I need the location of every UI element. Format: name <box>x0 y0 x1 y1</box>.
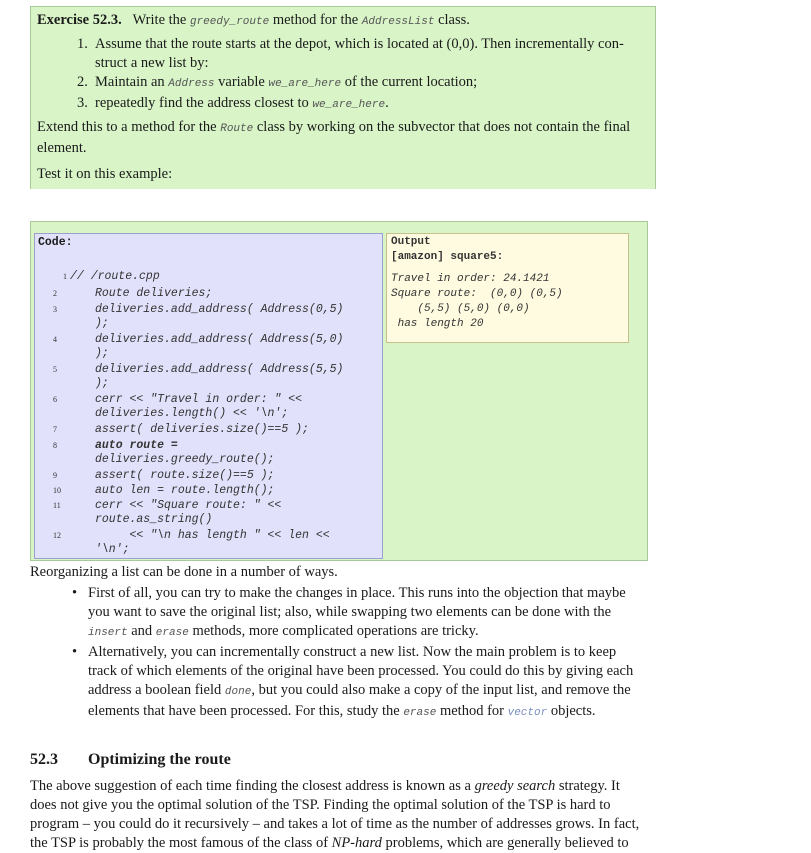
code-text: deliveries.add_address( Address(5,0) <box>95 333 344 346</box>
output-line: Square route: (0,0) (0,5) <box>391 288 563 300</box>
code-text: deliveries.add_address( Address(5,5) <box>95 363 344 376</box>
exercise-steps <box>31 35 651 115</box>
bullet-text: objects. <box>547 703 596 719</box>
output-pane <box>386 233 629 343</box>
line-number: 10 <box>53 486 61 495</box>
bullet-dot: • <box>72 644 78 660</box>
step-text: Assume that the route starts at the depot, which is located at (0,0). Then incrementally con- <box>95 36 624 52</box>
paragraph-text: strategy. It <box>555 778 620 794</box>
code-text: auto len = route.length(); <box>95 484 275 497</box>
output-line: Travel in order: 24.1421 <box>391 273 550 285</box>
code-text: auto route = <box>95 439 178 452</box>
code-output-box <box>30 221 648 561</box>
line-number: 9 <box>53 471 57 480</box>
inline-code: erase <box>155 627 189 639</box>
step-text: struct a new list by: <box>95 55 209 71</box>
line-number: 6 <box>53 395 57 404</box>
inline-code: Address <box>168 78 215 90</box>
exercise-step <box>31 35 651 73</box>
exercise-test-text: Test it on this example: <box>37 166 173 182</box>
code-text: deliveries.add_address( Address(0,5) <box>95 303 344 316</box>
step-text: . <box>385 95 389 111</box>
bullet-text: elements that have been processed. For this, study the <box>88 703 404 719</box>
paragraph-text: problems, which are generally believed to <box>381 835 629 851</box>
inline-code: insert <box>88 627 128 639</box>
code-text: cerr << "Travel in order: " << <box>95 393 303 406</box>
section-title: Optimizing the route <box>88 751 231 768</box>
exercise-box <box>30 6 656 189</box>
exercise-intro-text: class. <box>434 12 470 28</box>
code-pane <box>34 233 383 559</box>
inline-code: erase <box>403 707 437 719</box>
exercise-label: Exercise 52.3. <box>37 12 122 28</box>
reorganize-paragraph: Reorganizing a list can be done in a number of ways. <box>30 564 338 580</box>
output-subtitle: [amazon] square5: <box>391 251 504 263</box>
extend-text: class by working on the subvector that does not contain the final <box>253 119 631 135</box>
step-number: 3. <box>77 95 88 111</box>
code-text: Route deliveries; <box>95 287 213 300</box>
exercise-intro-text: Write the <box>132 12 190 28</box>
exercise-intro-text: method for the <box>269 12 362 28</box>
line-number: 5 <box>53 365 57 374</box>
exercise-heading <box>37 11 470 32</box>
emphasis-text: NP-hard <box>331 835 382 851</box>
inline-code: we_are_here <box>268 78 342 90</box>
bullet-text: and <box>127 623 156 639</box>
section-number: 52.3 <box>30 751 58 768</box>
optimizing-paragraph <box>30 777 655 853</box>
bullet-dot: • <box>72 585 78 601</box>
line-number: 4 <box>53 335 57 344</box>
bullet-text: track of which elements of the original have been processed. You could do this by giving each <box>88 663 634 679</box>
bullet-item <box>68 643 648 723</box>
bullet-text: methods, more complicated operations are tricky. <box>188 623 479 639</box>
line-number: 8 <box>53 441 57 450</box>
bullet-text: you want to save the original list; also, while swapping two elements can be done with the <box>88 604 612 620</box>
code-text: deliveries.length() << '\n'; <box>95 407 289 420</box>
paragraph-text: program – you could do it recursively – and takes a lot of time as the number of addresses grows. In fact, <box>30 816 640 832</box>
code-title: Code: <box>38 236 73 249</box>
inline-code: AddressList <box>361 16 435 28</box>
code-text: cerr << "Square route: " << <box>95 499 282 512</box>
inline-code: vector <box>507 707 548 719</box>
code-text: deliveries.greedy_route(); <box>95 453 275 466</box>
bullet-item <box>68 584 648 643</box>
code-text: assert( deliveries.size()==5 ); <box>95 423 309 436</box>
code-text: ); <box>95 317 109 330</box>
exercise-extend-text <box>37 118 651 158</box>
code-text: ); <box>95 347 109 360</box>
inline-code: we_are_here <box>312 99 386 111</box>
extend-text: element. <box>37 140 87 156</box>
code-text: route.as_string() <box>95 513 213 526</box>
line-number: 11 <box>53 501 61 510</box>
code-text: '\n'; <box>95 543 130 556</box>
bullet-text: method for <box>436 703 508 719</box>
inline-code: Route <box>220 123 254 135</box>
step-text: repeatedly find the address closest to <box>95 95 313 111</box>
code-text: // /route.cpp <box>70 270 160 283</box>
paragraph-text: the TSP is probably the most famous of the class of <box>30 835 332 851</box>
inline-code: done <box>224 686 252 698</box>
bullet-text: , but you could also make a copy of the input list, and remove the <box>251 682 631 698</box>
paragraph-text: The above suggestion of each time finding the closest address is known as a <box>30 778 475 794</box>
line-number: 12 <box>53 531 61 540</box>
code-text: assert( route.size()==5 ); <box>95 469 275 482</box>
step-text: of the current location; <box>341 74 478 90</box>
code-text: << "\n has length " << len << <box>95 529 330 542</box>
line-number: 7 <box>53 425 57 434</box>
bullet-list <box>68 584 648 723</box>
line-number: 2 <box>53 289 57 298</box>
line-number: 3 <box>53 305 57 314</box>
output-line: has length 20 <box>391 318 484 330</box>
code-text: ); <box>95 377 109 390</box>
bullet-text: First of all, you can try to make the changes in place. This runs into the objection that maybe <box>88 585 626 601</box>
step-number: 1. <box>77 36 88 52</box>
extend-text: Extend this to a method for the <box>37 119 221 135</box>
emphasis-text: greedy search <box>474 778 556 794</box>
step-text: Maintain an <box>95 74 169 90</box>
paragraph-text: does not give you the optimal solution of the TSP. Finding the optimal solution of the TSP is hard to <box>30 797 611 813</box>
exercise-step <box>31 94 651 115</box>
inline-code: greedy_route <box>189 16 270 28</box>
exercise-step <box>31 73 651 94</box>
section-heading <box>30 751 231 769</box>
bullet-text: address a boolean field <box>88 682 225 698</box>
bullet-text: Alternatively, you can incrementally construct a new list. Now the main problem is to keep <box>88 644 617 660</box>
output-line: (5,5) (5,0) (0,0) <box>391 303 530 315</box>
output-title: Output <box>391 236 431 248</box>
step-text: variable <box>214 74 269 90</box>
step-number: 2. <box>77 74 88 90</box>
line-number: 1 <box>63 272 67 281</box>
